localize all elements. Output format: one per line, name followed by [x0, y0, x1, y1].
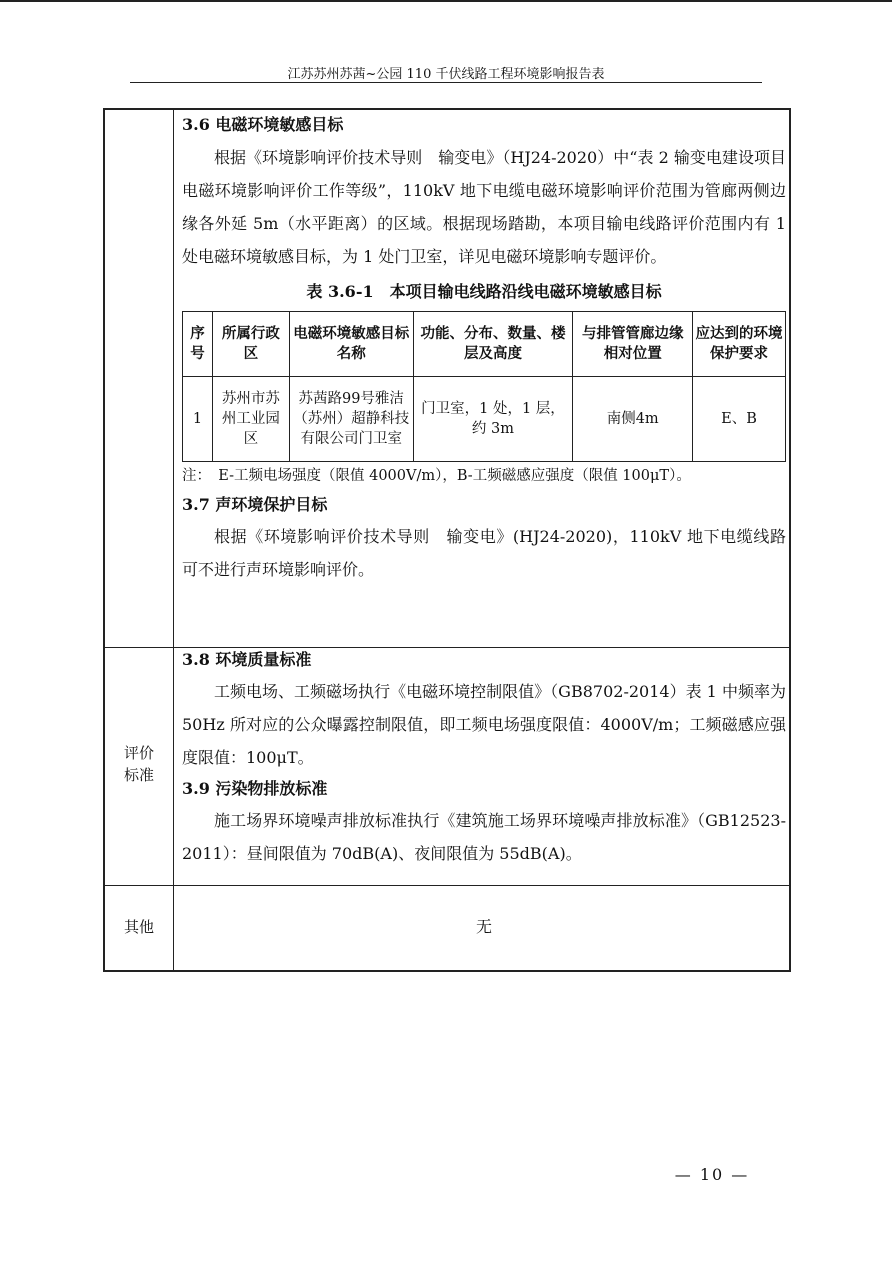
section-sensitive-targets — [182, 112, 786, 586]
th-district: 所属行政区 — [212, 312, 289, 377]
heading-3-6: 3.6 电磁环境敏感目标 — [182, 115, 344, 134]
page-header-title: 江苏苏州苏茜~公园 110 千伏线路工程环境影响报告表 — [287, 67, 605, 82]
heading-3-9: 3.9 污染物排放标准 — [182, 779, 328, 798]
th-position: 与排管管廊边缘相对位置 — [573, 312, 693, 377]
cell-position: 南侧4m — [573, 377, 693, 462]
label-column-divider — [173, 110, 174, 970]
heading-3-7: 3.7 声环境保护目标 — [182, 495, 328, 514]
header-rule — [130, 82, 762, 83]
cell-district: 苏州市苏州工业园区 — [212, 377, 289, 462]
cell-function: 门卫室，1 处，1 层，约 3m — [413, 377, 573, 462]
row-divider-2 — [105, 885, 789, 886]
heading-3-8: 3.8 环境质量标准 — [182, 650, 312, 669]
top-border — [0, 0, 892, 2]
th-requirement: 应达到的环境保护要求 — [693, 312, 786, 377]
table-row — [183, 377, 786, 462]
th-function: 功能、分布、数量、楼层及高度 — [413, 312, 573, 377]
table-note: 注： E-工频电场强度（限值 4000V/m），B-工频磁感应强度（限值 100μT）。 — [182, 468, 691, 484]
section-standards — [182, 647, 786, 870]
page-number: — 10 — — [674, 1165, 750, 1184]
cell-target-name: 苏茜路99号雅洁（苏州）超静科技有限公司门卫室 — [289, 377, 413, 462]
table-caption: 表 3.6-1 本项目输电线路沿线电磁环境敏感目标 — [306, 282, 662, 301]
label-standards: 评价 标准 — [123, 744, 154, 784]
other-value: 无 — [475, 917, 492, 936]
paragraph-3-6: 根据《环境影响评价技术导则 输变电》（HJ24-2020）中“表 2 输变电建设项目电磁环境影响评价工作等级”，110kV 地下电缆电磁环境影响评价范围为管廊两侧边缘各外延 5m（水平距离）的区域。根据现场踏勘，本项目输电线路评价范围内有 1 处电磁环境敏感目标，为 1 处门卫室，详见电磁环境影响专题评价。 — [182, 148, 786, 266]
paragraph-3-8: 工频电场、工频磁场执行《电磁环境控制限值》（GB8702-2014）表 1 中频率为 50Hz 所对应的公众曝露控制限值，即工频电场强度限值：4000V/m；工频磁感应强度限值：100μT。 — [182, 682, 786, 767]
paragraph-3-7: 根据《环境影响评价技术导则 输变电》(HJ24-2020)，110kV 地下电缆线路可不进行声环境影响评价。 — [182, 527, 786, 579]
table-header-row — [183, 312, 786, 377]
label-other: 其他 — [123, 918, 154, 936]
th-index: 序号 — [183, 312, 213, 377]
cell-requirement: E、B — [693, 377, 786, 462]
report-table — [103, 108, 791, 972]
cell-index: 1 — [183, 377, 213, 462]
th-target-name: 电磁环境敏感目标名称 — [289, 312, 413, 377]
paragraph-3-9: 施工场界环境噪声排放标准执行《建筑施工场界环境噪声排放标准》（GB12523-2011）：昼间限值为 70dB(A)、夜间限值为 55dB(A)。 — [182, 811, 786, 863]
sensitive-targets-table — [182, 311, 786, 462]
